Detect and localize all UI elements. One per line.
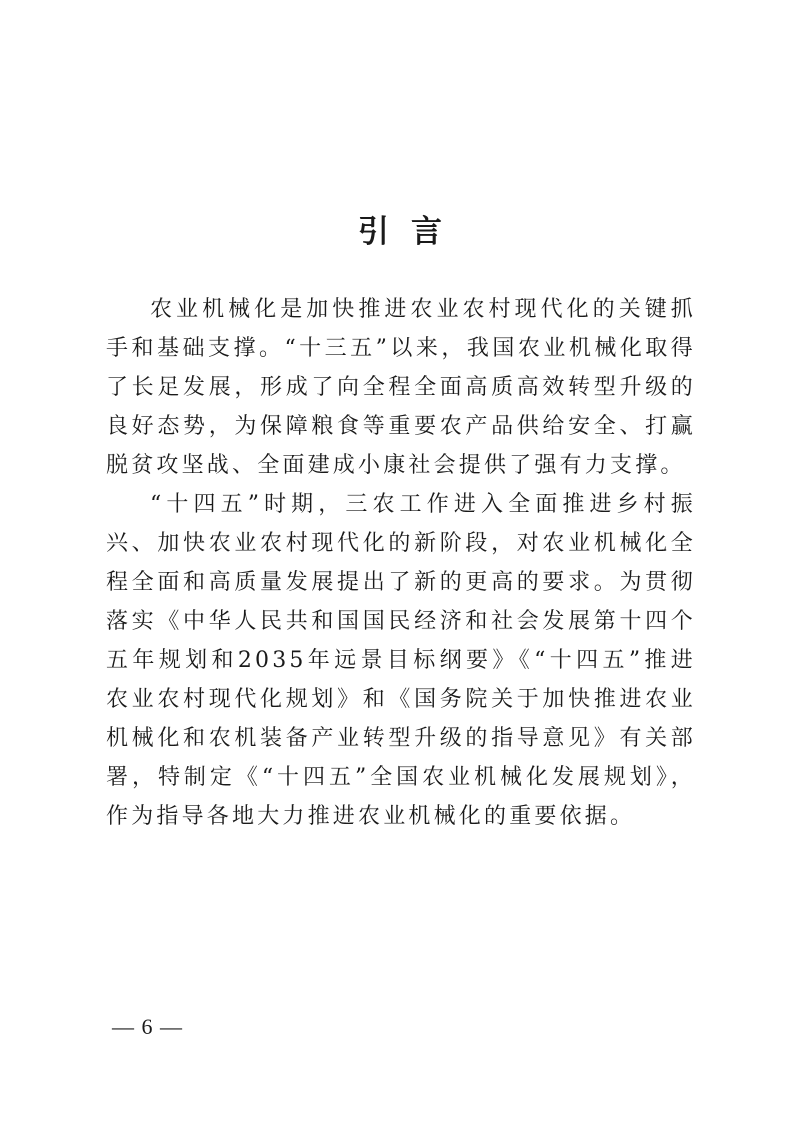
paragraph-2: “十四五”时期，三农工作进入全面推进乡村振兴、加快农业农村现代化的新阶段，对农业机械化全程全面和高质量发展提出了新的更高的要求。为贯彻落实《中华人民共和国国民经济和社会发展第十四个五年规划和2035年远景目标纲要》《“十四五”推进农业农村现代化规划》和《国务院关于加快推进农业机械化和农机装备产业转型升级的指导意见》有关部署，特制定《“十四五”全国农业机械化发展规划》，作为指导各地大力推进农业机械化的重要依据。 bbox=[106, 492, 696, 829]
body-text bbox=[106, 290, 696, 836]
section-title: 引言 bbox=[358, 214, 464, 250]
paragraph-1: 农业机械化是加快推进农业农村现代化的关键抓手和基础支撑。“十三五”以来，我国农业机械化取得了长足发展，形成了向全程全面高质高效转型升级的良好态势，为保障粮食等重要农产品供给安全、打赢脱贫攻坚战、全面建成小康社会提供了强有力支撑。 bbox=[106, 297, 696, 478]
page-number: — 6 — bbox=[112, 1014, 183, 1039]
